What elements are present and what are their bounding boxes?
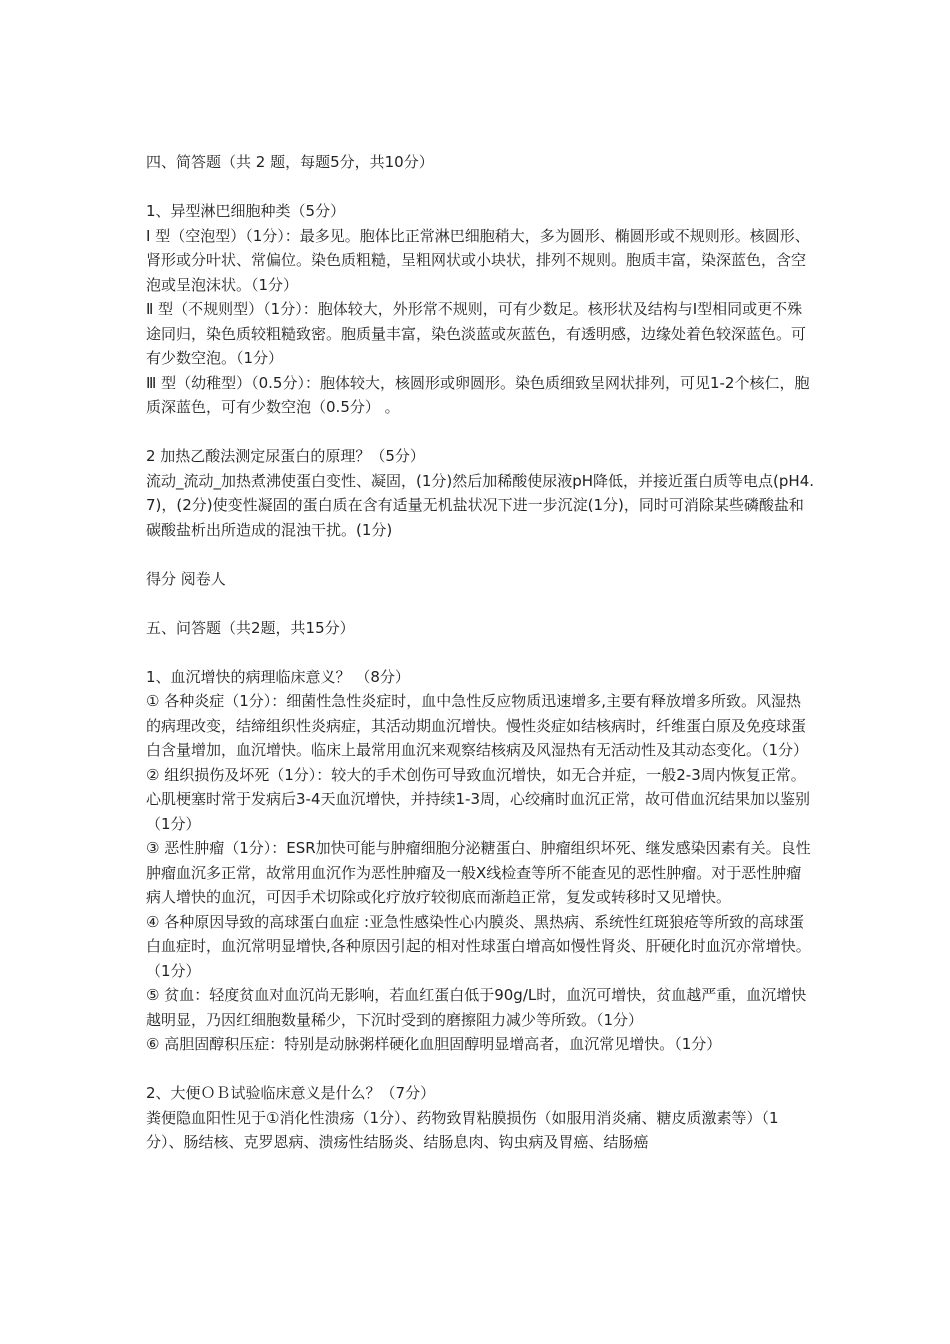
section5-title: 五、问答题（共2题，共15分） (146, 618, 355, 637)
section5-q1-paragraph-6: ⑥ 高胆固醇积压症：特别是动脉粥样硬化血胆固醇明显增高者，血沉常见增快。（1分） (146, 1035, 722, 1053)
section4-q2-paragraph-1: 流动_流动_加热煮沸使蛋白变性、凝固，(1分)然后加稀酸使尿液pH降低，并接近蛋白质等电点(pH4.7)，(2分)使变性凝固的蛋白质在含有适量无机盐状况下进一步沉淀(1分)，同时可消除某些磷酸盐和碳酸盐析出所造成的混浊干扰。(1分) (146, 471, 815, 539)
spacer (146, 175, 816, 200)
spacer (146, 542, 816, 567)
document-page (146, 150, 816, 1155)
section4-title: 四、简答题（共 2 题，每题5分，共10分） (146, 153, 434, 171)
spacer (146, 1057, 816, 1082)
section5-q1-title: 1、血沉增快的病理临床意义？ （8分） (146, 667, 410, 686)
section4-q1-paragraph-3: Ⅲ 型（幼稚型）（0.5分）：胞体较大，核圆形或卵圆形。染色质细致呈网状排列，可见1-2个核仁，胞质深蓝色，可有少数空泡（0.5分） 。 (146, 373, 810, 416)
spacer (146, 420, 816, 445)
section5-q1-paragraph-1: ① 各种炎症（1分）：细菌性急性炎症时，血中急性反应物质迅速增多,主要有释放增多所致。风湿热的病理改变，结缔组织性炎病症，其活动期血沉增快。慢性炎症如结核病时，纤维蛋白原及免疫球蛋白含量增加，血沉增快。临床上最常用血沉来观察结核病及风湿热有无活动性及其动态变化。（1分） (146, 692, 809, 759)
section5-q2-title: 2、大便ＯＢ试验临床意义是什么？（7分） (146, 1084, 436, 1102)
section5-q1-paragraph-5: ⑤ 贫血：轻度贫血对血沉尚无影响，若血红蛋白低于90g/L时，血沉可增快，贫血越严重，血沉增快越明显，乃因红细胞数量稀少，下沉时受到的磨擦阻力减少等所致。（1分） (146, 986, 807, 1029)
spacer (146, 640, 816, 665)
section4-q1-paragraph-1: I 型（空泡型）（1分）：最多见。胞体比正常淋巴细胞稍大，多为圆形、椭圆形或不规则形。核圆形、肾形或分叶状、常偏位。染色质粗糙，呈粗网状或小块状，排列不规则。胞质丰富，染深蓝色，含空泡或呈泡沫状。（1分） (146, 226, 810, 294)
section5-q1-paragraph-4: ④ 各种原因导致的高球蛋白血症 :亚急性感染性心内膜炎、黑热病、系统性红斑狼疮等所致的高球蛋白血症时，血沉常明显增快,各种原因引起的相对性球蛋白增高如慢性肾炎、肝硬化时血沉亦常增快。（1分） (146, 912, 811, 980)
section5-q1-paragraph-2: ② 组织损伤及坏死（1分）：较大的手术创伤可导致血沉增快，如无合并症，一般2-3周内恢复正常。心肌梗塞时常于发病后3-4天血沉增快，并持续1-3周，心绞痛时血沉正常，故可借血沉结果加以鉴别（1分） (146, 765, 811, 833)
score-line: 得分 阅卷人 (146, 569, 226, 588)
section4-q1-paragraph-2: Ⅱ 型（不规则型）（1分）：胞体较大，外形常不规则，可有少数足。核形状及结构与Ⅰ型相同或更不殊途同归，染色质较粗糙致密。胞质量丰富，染色淡蓝或灰蓝色，有透明感，边缘处着色较深蓝色。可有少数空泡。（1分） (146, 300, 807, 367)
section4-q1-title: 1、异型淋巴细胞种类（5分） (146, 202, 346, 220)
section4-q2-title: 2 加热乙酸法测定尿蛋白的原理？（5分） (146, 447, 425, 465)
spacer (146, 591, 816, 616)
section5-q1-paragraph-3: ③ 恶性肿瘤（1分）：ESR加快可能与肿瘤细胞分泌糖蛋白、肿瘤组织坏死、继发感染因素有关。良性肿瘤血沉多正常，故常用血沉作为恶性肿瘤及一般X线检查等所不能查见的恶性肿瘤。对于恶性肿瘤病人增快的血沉，可因手术切除或化疗放疗较彻底而渐趋正常，复发或转移时又见增快。 (146, 839, 811, 906)
section5-q2-paragraph-1: 粪便隐血阳性见于①消化性溃疡（1分）、药物致胃粘膜损伤（如服用消炎痛、糖皮质激素等）（1分）、肠结核、克罗恩病、溃疡性结肠炎、结肠息肉、钩虫病及胃癌、结肠癌 (146, 1108, 779, 1151)
